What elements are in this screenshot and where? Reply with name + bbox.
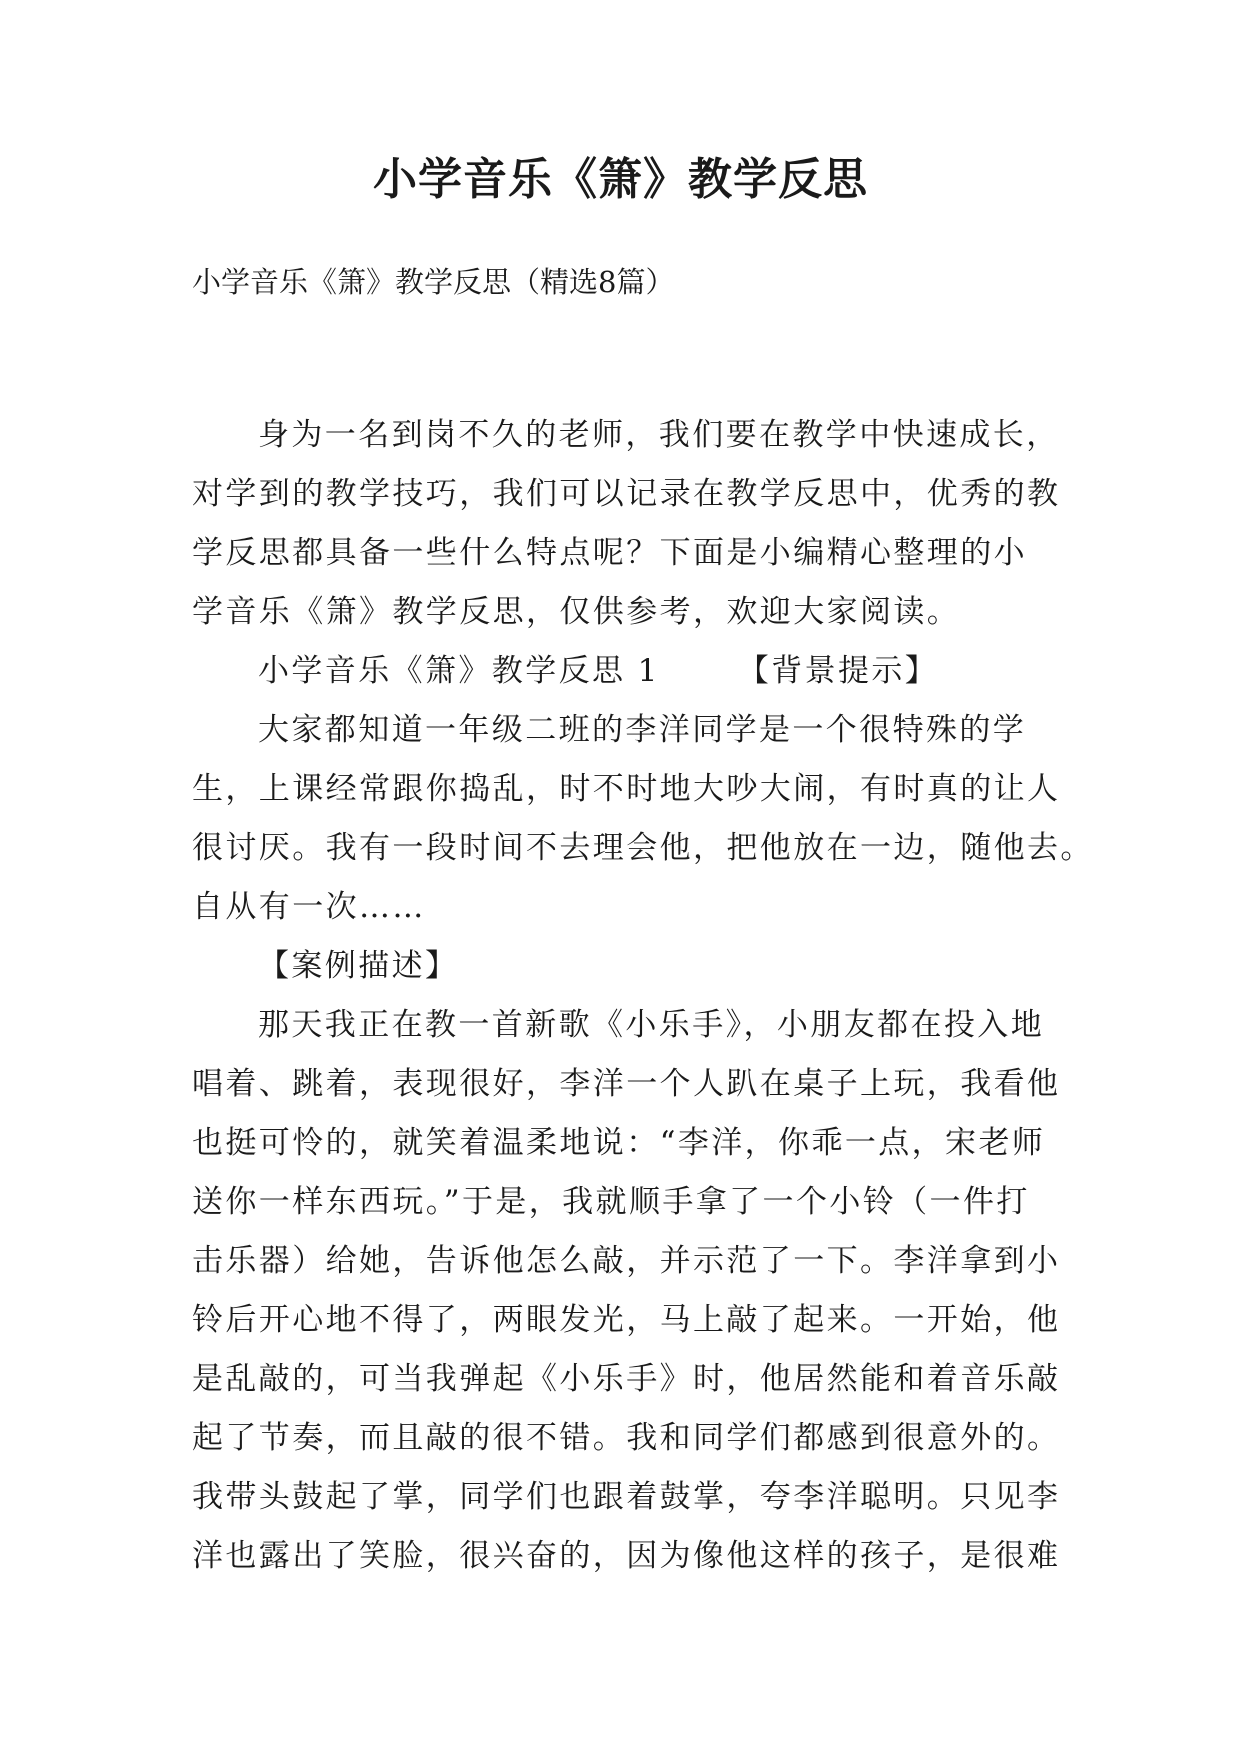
paragraph-line: 大家都知道一年级二班的李洋同学是一个很特殊的学 — [258, 712, 1027, 748]
paragraph-line: 对学到的教学技巧，我们可以记录在教学反思中，优秀的教 — [192, 476, 1061, 512]
paragraph-line: 身为一名到岗不久的老师，我们要在教学中快速成长， — [258, 417, 1060, 453]
paragraph-line: 铃后开心地不得了，两眼发光，马上敲了起来。一开始，他 — [192, 1302, 1061, 1338]
document-subtitle: 小学音乐《箫》教学反思（精选8篇） — [192, 265, 675, 299]
paragraph-line: 学音乐《箫》教学反思，仅供参考，欢迎大家阅读。 — [192, 594, 961, 630]
paragraph-line: 生，上课经常跟你捣乱，时不时地大吵大闹，有时真的让人 — [192, 771, 1061, 807]
section-heading-line — [192, 642, 1072, 701]
paragraph-line: 洋也露出了笑脸，很兴奋的，因为像他这样的孩子，是很难 — [192, 1538, 1061, 1574]
paragraph-line: 我带头鼓起了掌，同学们也跟着鼓掌，夸李洋聪明。只见李 — [192, 1479, 1061, 1515]
document-body — [192, 406, 1094, 1586]
paragraph-line: 也挺可怜的，就笑着温柔地说：“李洋，你乖一点，宋老师 — [192, 1125, 1046, 1161]
paragraph-line: 击乐器）给她，告诉他怎么敲，并示范了一下。李洋拿到小 — [192, 1243, 1061, 1279]
paragraph-line: 唱着、跳着，表现很好，李洋一个人趴在桌子上玩，我看他 — [192, 1066, 1061, 1102]
section-heading: 小学音乐《箫》教学反思 1 — [258, 653, 660, 689]
document-title: 小学音乐《箫》教学反思 — [373, 154, 868, 205]
paragraph-line: 起了节奏，而且敲的很不错。我和同学们都感到很意外的。 — [192, 1420, 1061, 1456]
paragraph-line: 那天我正在教一首新歌《小乐手》，小朋友都在投入地 — [258, 1007, 1045, 1043]
paragraph-line: 是乱敲的，可当我弹起《小乐手》时，他居然能和着音乐敲 — [192, 1361, 1061, 1397]
paragraph-line: 很讨厌。我有一段时间不去理会他，把他放在一边，随他去。 — [192, 830, 1094, 866]
paragraph-line: 送你一样东西玩。”于是，我就顺手拿了一个小铃（一件打 — [192, 1184, 1030, 1220]
background-label: 【背景提示】 — [737, 653, 939, 689]
paragraph-line: 学反思都具备一些什么特点呢？下面是小编精心整理的小 — [192, 535, 1027, 571]
paragraph-line: 自从有一次…… — [192, 889, 426, 925]
case-label: 【案例描述】 — [258, 948, 459, 984]
